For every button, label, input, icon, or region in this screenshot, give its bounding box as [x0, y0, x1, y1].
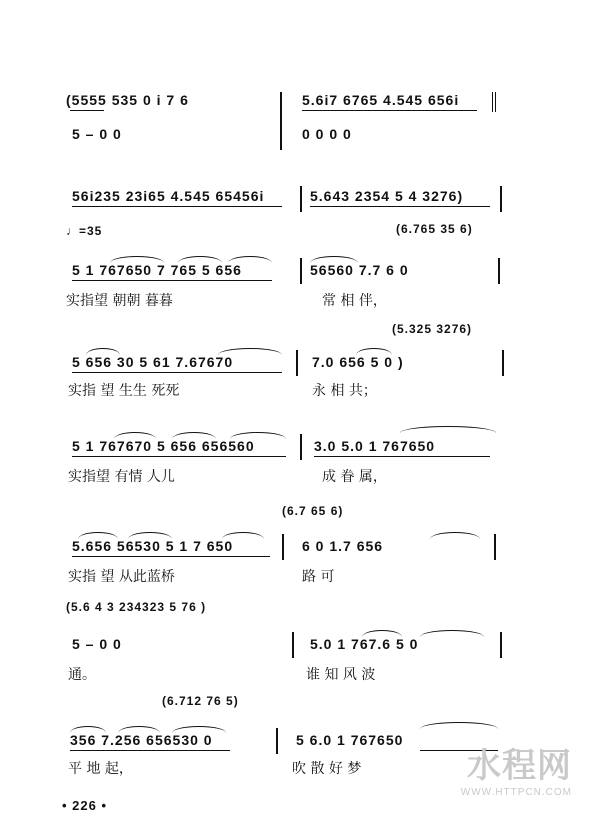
- line-3-accompaniment: (6.765 35 6): [396, 222, 473, 236]
- beam: [72, 280, 272, 281]
- line-7-lyrics-left: 通。: [68, 667, 96, 683]
- beam: [314, 456, 490, 457]
- barline: [300, 186, 302, 212]
- line-1-notes-left: (5555 535 0 i 7 6: [66, 92, 189, 108]
- line-3-lyrics-right: 常 相 伴，: [322, 293, 387, 309]
- line-8-lyrics-right: 吹 散 好 梦: [292, 761, 362, 777]
- watermark-url: WWW.HTTPCN.COM: [460, 787, 572, 798]
- line-8-accompaniment: (6.712 76 5): [162, 694, 239, 708]
- line-8-notes-right: 5 6.0 1 767650: [296, 732, 404, 748]
- line-3-notes-left: 5 1 767650 7 765 5 656: [72, 262, 242, 278]
- page-number: • 226 •: [62, 798, 108, 813]
- slur: [430, 532, 480, 539]
- line-1-notes-right: 5.6i7 6765 4.545 656i: [302, 92, 460, 108]
- beam: [72, 556, 270, 557]
- barline: [500, 632, 502, 658]
- line-4-notes-left: 5 656 30 5 61 7.67670: [72, 354, 234, 370]
- beam: [72, 206, 282, 207]
- line-4-notes-right: 7.0 656 5 0 ): [312, 354, 404, 370]
- line-2-notes-left: 56i235 23i65 4.545 65456i: [72, 188, 265, 204]
- line-5-lyrics-right: 成 眷 属，: [322, 469, 387, 485]
- line-7-lyrics-right: 谁 知 风 波: [306, 667, 376, 683]
- watermark: [461, 738, 572, 798]
- line-3-notes-right: 56560 7.7 6 0: [310, 262, 409, 278]
- watermark-logo: 水程网: [467, 746, 572, 786]
- line-6-lyrics-right: 路 可: [302, 569, 335, 585]
- line-6-accompaniment: (6.7 65 6): [282, 504, 344, 518]
- barline: [276, 728, 278, 754]
- barline: [494, 534, 496, 560]
- beam: [302, 110, 477, 111]
- double-barline: [492, 92, 496, 112]
- barline: [300, 434, 302, 460]
- barline: [282, 534, 284, 560]
- line-6-notes-right: 6 0 1.7 656: [302, 538, 384, 554]
- barline: [498, 258, 500, 284]
- line-8-notes-left: 356 7.256 656530 0: [70, 732, 213, 748]
- line-7-accompaniment: (5.6 4 3 234323 5 76 ): [66, 600, 207, 614]
- beam: [70, 750, 230, 751]
- barline: [300, 258, 302, 284]
- tempo-marking: ♩=35: [66, 224, 103, 238]
- barline: [500, 186, 502, 212]
- line-5-lyrics-left: 实指望 有情 人儿: [68, 469, 175, 485]
- line-6-notes-left: 5.656 56530 5 1 7 650: [72, 538, 234, 554]
- line-4-lyrics-right: 永 相 共；: [312, 383, 377, 399]
- barline: [296, 350, 298, 376]
- beam: [72, 372, 282, 373]
- barline: [292, 632, 294, 658]
- slur: [420, 722, 498, 729]
- barline: [502, 350, 504, 376]
- line-4-lyrics-left: 实指 望 生生 死死: [68, 383, 180, 399]
- line-7-notes-right: 5.0 1 767.6 5 0: [310, 636, 419, 652]
- slur: [420, 630, 484, 637]
- line-7-notes-left: 5 – 0 0: [72, 636, 122, 652]
- beam: [70, 110, 104, 111]
- line-4-accompaniment: (5.325 3276): [392, 322, 473, 336]
- line-6-lyrics-left: 实指 望 从此蓝桥: [68, 569, 175, 585]
- beam: [310, 206, 490, 207]
- line-8-lyrics-left: 平 地 起，: [68, 761, 133, 777]
- beam: [72, 456, 286, 457]
- line-3-lyrics-left: 实指望 朝朝 暮暮: [66, 293, 173, 309]
- line-1-rest-right: 0 0 0 0: [302, 126, 352, 142]
- line-5-notes-right: 3.0 5.0 1 767650: [314, 438, 436, 454]
- slur: [400, 426, 496, 433]
- line-1-rest-left: 5 – 0 0: [72, 126, 122, 142]
- line-2-notes-right: 5.643 2354 5 4 3276): [310, 188, 464, 204]
- line-5-notes-left: 5 1 767670 5 656 656560: [72, 438, 255, 454]
- barline: [280, 92, 282, 150]
